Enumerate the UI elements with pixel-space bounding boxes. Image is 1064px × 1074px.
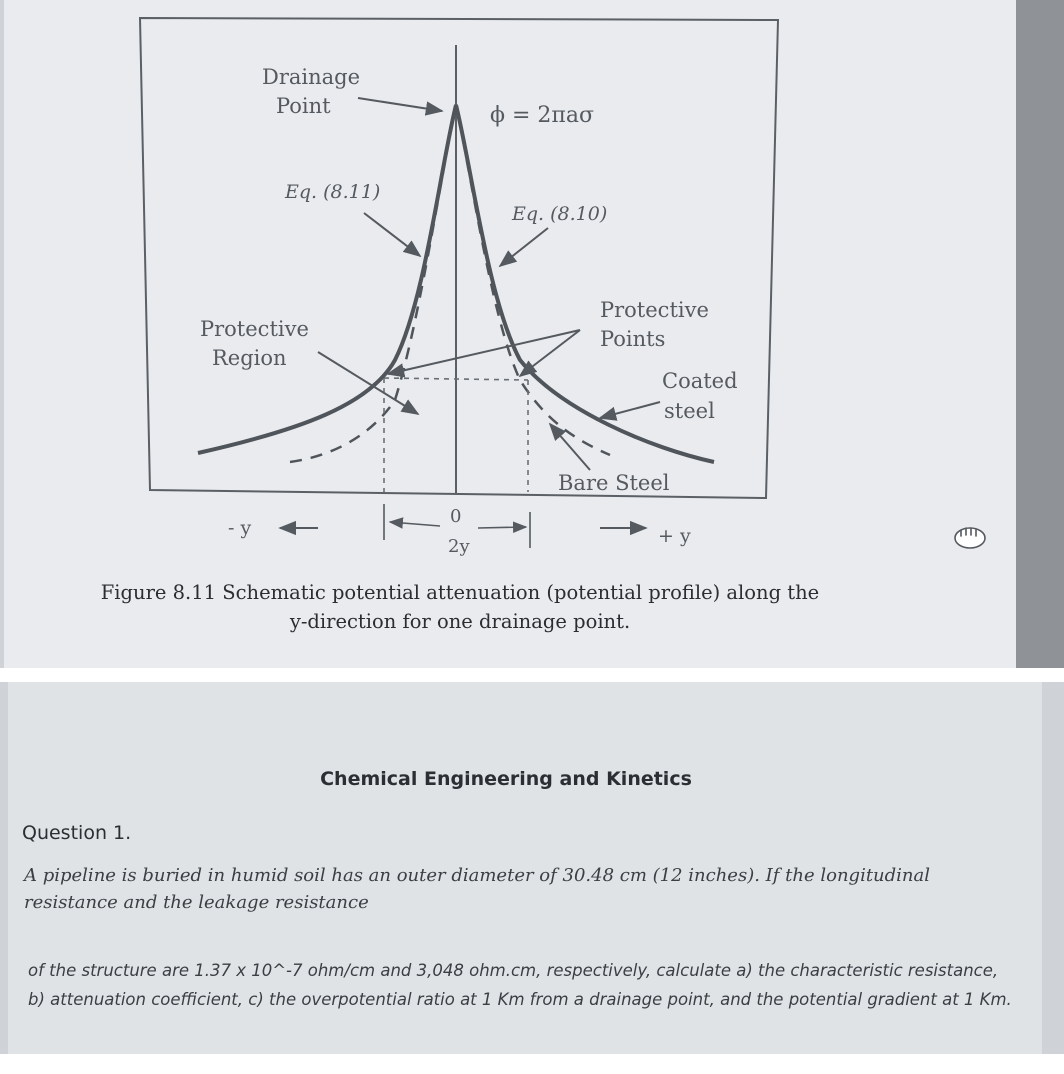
zero-label: 0 (450, 506, 462, 527)
coated-steel-arrow (600, 402, 660, 418)
two-y-label: 2y (448, 536, 470, 557)
eq810-arrow (500, 228, 548, 266)
eq-810-label: Eq. (8.10) (512, 203, 608, 225)
diagram-frame (140, 18, 778, 498)
bare-steel-label: Bare Steel (558, 471, 670, 495)
pos-y-label: + y (658, 525, 691, 547)
drainage-label-1: Drainage (262, 65, 361, 89)
photo-edge (1016, 0, 1064, 668)
protective-region-label-2: Region (212, 346, 287, 370)
drainage-label-2: Point (276, 94, 331, 118)
protective-region-label-1: Protective (200, 317, 309, 341)
bare-steel-arrow (550, 424, 590, 470)
protective-points-label-2: Points (600, 327, 666, 351)
hand-cursor-icon[interactable] (952, 524, 988, 550)
figure-caption (0, 578, 920, 636)
drainage-point-arrow (358, 98, 442, 111)
divider (0, 668, 1064, 682)
coated-steel-label-1: Coated (662, 369, 738, 393)
span-2y-right-arrow (478, 527, 526, 528)
protective-points-label-1: Protective (600, 298, 709, 322)
neg-y-label: - y (228, 517, 252, 539)
caption-line-1: Figure 8.11 Schematic potential attenuation (potential profile) along the (100, 581, 820, 604)
page-bottom (0, 1054, 1064, 1074)
question-text-part2: of the structure are 1.37 x 10^-7 ohm/cm and 3,048 ohm.cm, respectively, calculate a) the characteristic resistance, b) attenuation coefficient, c) the overpotential ratio at 1 Km from a drainage point, and the potential gradient at 1 Km. (28, 961, 1012, 1009)
question-text-part1: A pipeline is buried in humid soil has an outer diameter of 30.48 cm (12 inches). If the longitudinal resistance and the leakage resistance (24, 865, 931, 913)
question-label: Question 1. (22, 822, 132, 844)
protective-region-arrow (318, 352, 418, 414)
caption-line-2: y-direction for one drainage point. (289, 610, 631, 633)
course-title: Chemical Engineering and Kinetics (320, 768, 692, 790)
coated-steel-label-2: steel (664, 399, 715, 423)
phi-equation: ϕ = 2πaσ (490, 103, 595, 128)
eq811-arrow (364, 213, 420, 256)
span-2y-left-arrow (390, 522, 440, 526)
eq-811-label: Eq. (8.11) (285, 181, 381, 203)
